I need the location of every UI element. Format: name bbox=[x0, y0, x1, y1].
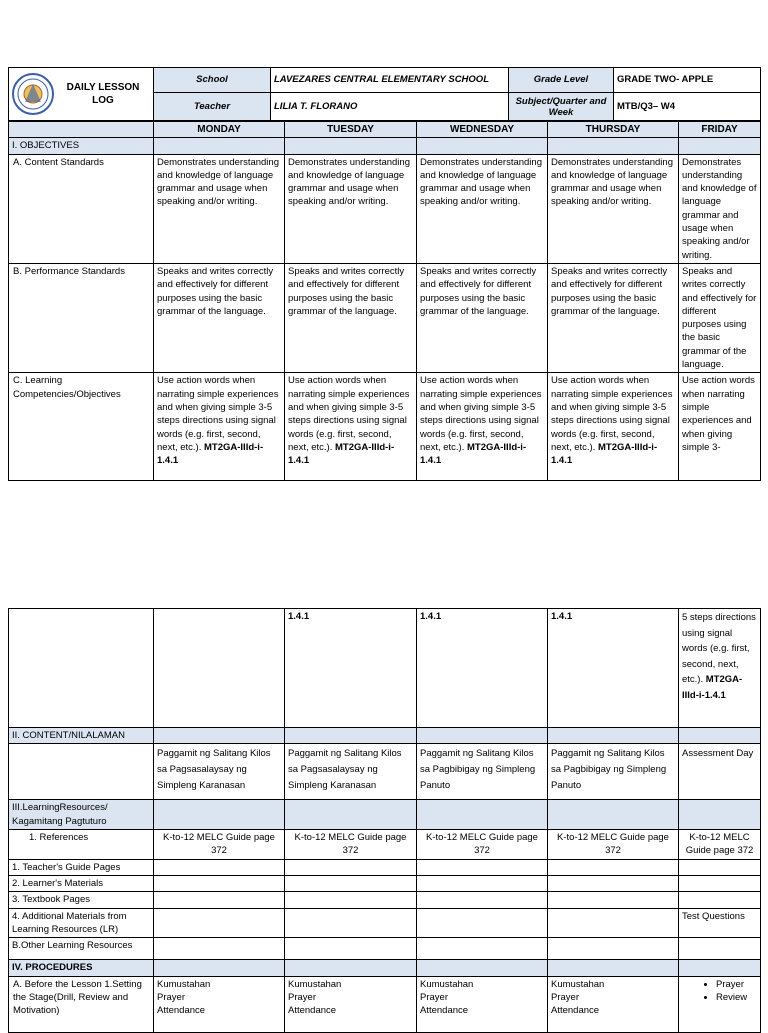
content-wednesday: Paggamit ng Salitang Kilos sa Pagbibigay ng Simpleng Panuto bbox=[417, 744, 548, 800]
performance-standards-tuesday: Speaks and writes correctly and effectively for different purposes using the basic grammar of the language. bbox=[285, 263, 417, 372]
before-lesson-monday: Kumustahan Prayer Attendance bbox=[154, 976, 285, 1032]
textbook-label: 3. Textbook Pages bbox=[9, 892, 154, 908]
performance-standards-monday: Speaks and writes correctly and effectively for different purposes using the basic grammar of the language. bbox=[154, 263, 285, 372]
continuation-tuesday: 1.4.1 bbox=[285, 609, 417, 728]
page-1 bbox=[8, 67, 760, 481]
performance-standards-wednesday: Speaks and writes correctly and effectively for different purposes using the basic grammar of the language. bbox=[417, 263, 548, 372]
corner-cell bbox=[9, 122, 154, 138]
teacher-guide-label: 1. Teacher's Guide Pages bbox=[9, 859, 154, 875]
performance-standards-friday: Speaks and writes correctly and effectively for different purposes using the basic grammar of the language. bbox=[679, 263, 761, 372]
content-heading: II. CONTENT/NILALAMAN bbox=[9, 728, 154, 744]
day-thursday: THURSDAY bbox=[548, 122, 679, 138]
school-value: LAVEZARES CENTRAL ELEMENTARY SCHOOL bbox=[271, 68, 509, 93]
day-wednesday: WEDNESDAY bbox=[417, 122, 548, 138]
content-thursday: Paggamit ng Salitang Kilos sa Pagbibigay ng Simpleng Panuto bbox=[548, 744, 679, 800]
references-tuesday: K-to-12 MELC Guide page 372 bbox=[285, 829, 417, 859]
header-logo-cell bbox=[9, 68, 154, 121]
references-monday: K-to-12 MELC Guide page 372 bbox=[154, 829, 285, 859]
references-thursday: K-to-12 MELC Guide page 372 bbox=[548, 829, 679, 859]
references-friday: K-to-12 MELC Guide page 372 bbox=[679, 829, 761, 859]
continuation-label-cell bbox=[9, 609, 154, 728]
competencies-tuesday: Use action words when narrating simple experiences and when giving simple 3-5 steps directions using signal words (e.g. first, second, next, etc.). MT2GA-IIId-i-1.4.1 bbox=[285, 373, 417, 481]
competencies-monday: Use action words when narrating simple experiences and when giving simple 3-5 steps directions using signal words (e.g. first, second, next, etc.). MT2GA-IIId-i-1.4.1 bbox=[154, 373, 285, 481]
grade-label: Grade Level bbox=[509, 68, 614, 93]
additional-materials-friday: Test Questions bbox=[679, 908, 761, 938]
continuation-table bbox=[8, 608, 761, 1033]
competencies-wednesday: Use action words when narrating simple experiences and when giving simple 3-5 steps directions using signal words (e.g. first, second, next, etc.). MT2GA-IIId-i-1.4.1 bbox=[417, 373, 548, 481]
friday-item-review: • Review bbox=[716, 991, 757, 1004]
deped-seal-icon bbox=[11, 72, 55, 116]
header-table bbox=[8, 67, 761, 121]
day-friday: FRIDAY bbox=[679, 122, 761, 138]
continuation-monday bbox=[154, 609, 285, 728]
competencies-thursday: Use action words when narrating simple experiences and when giving simple 3-5 steps directions using signal words (e.g. first, second, next, etc.). MT2GA-IIId-i-1.4.1 bbox=[548, 373, 679, 481]
before-lesson-label: A. Before the Lesson 1.Setting the Stage(Drill, Review and Motivation) bbox=[9, 976, 154, 1032]
page-2 bbox=[8, 608, 760, 1033]
competencies-friday: Use action words when narrating simple experiences and when giving simple 3- bbox=[679, 373, 761, 481]
school-label: School bbox=[154, 68, 271, 93]
friday-item-prayer: • Prayer bbox=[716, 978, 757, 991]
content-standards-label: A. Content Standards bbox=[9, 154, 154, 263]
teacher-label: Teacher bbox=[154, 93, 271, 121]
day-tuesday: TUESDAY bbox=[285, 122, 417, 138]
subject-label: Subject/Quarter and Week bbox=[509, 93, 614, 121]
references-wednesday: K-to-12 MELC Guide page 372 bbox=[417, 829, 548, 859]
continuation-friday: 5 steps directions using signal words (e.g. first, second, next, etc.). MT2GA-IIId-i-1.4.1 bbox=[679, 609, 761, 728]
objectives-heading: I. OBJECTIVES bbox=[9, 138, 154, 154]
teacher-value: LILIA T. FLORANO bbox=[271, 93, 509, 121]
references-label: 1. References bbox=[9, 829, 154, 859]
performance-standards-label: B. Performance Standards bbox=[9, 263, 154, 372]
additional-materials-label: 4. Additional Materials from Learning Resources (LR) bbox=[9, 908, 154, 938]
content-standards-friday: Demonstrates understanding and knowledge of language grammar and usage when speaking and/or writing. bbox=[679, 154, 761, 263]
continuation-wednesday: 1.4.1 bbox=[417, 609, 548, 728]
other-resources-label: B.Other Learning Resources bbox=[9, 938, 154, 960]
continuation-thursday: 1.4.1 bbox=[548, 609, 679, 728]
grade-value: GRADE TWO- APPLE bbox=[614, 68, 761, 93]
header-title: DAILY LESSON LOG bbox=[66, 82, 140, 106]
before-lesson-wednesday: Kumustahan Prayer Attendance bbox=[417, 976, 548, 1032]
objectives-table bbox=[8, 121, 761, 481]
content-standards-tuesday: Demonstrates understanding and knowledge of language grammar and usage when speaking and/or writing. bbox=[285, 154, 417, 263]
learner-materials-label: 2. Learner's Materials bbox=[9, 876, 154, 892]
subject-value: MTB/Q3– W4 bbox=[614, 93, 761, 121]
content-friday: Assessment Day bbox=[679, 744, 761, 800]
content-tuesday: Paggamit ng Salitang Kilos sa Pagsasalaysay ng Simpleng Karanasan bbox=[285, 744, 417, 800]
performance-standards-thursday: Speaks and writes correctly and effectively for different purposes using the basic grammar of the language. bbox=[548, 263, 679, 372]
content-monday: Paggamit ng Salitang Kilos sa Pagsasalaysay ng Simpleng Karanasan bbox=[154, 744, 285, 800]
before-lesson-thursday: Kumustahan Prayer Attendance bbox=[548, 976, 679, 1032]
competencies-label: C. Learning Competencies/Objectives bbox=[9, 373, 154, 481]
content-standards-thursday: Demonstrates understanding and knowledge of language grammar and usage when speaking and/or writing. bbox=[548, 154, 679, 263]
day-monday: MONDAY bbox=[154, 122, 285, 138]
procedures-heading: IV. PROCEDURES bbox=[9, 960, 154, 976]
content-standards-monday: Demonstrates understanding and knowledge of language grammar and usage when speaking and/or writing. bbox=[154, 154, 285, 263]
content-standards-wednesday: Demonstrates understanding and knowledge of language grammar and usage when speaking and/or writing. bbox=[417, 154, 548, 263]
before-lesson-tuesday: Kumustahan Prayer Attendance bbox=[285, 976, 417, 1032]
resources-heading: III.LearningResources/ Kagamitang Pagtuturo bbox=[9, 800, 154, 830]
